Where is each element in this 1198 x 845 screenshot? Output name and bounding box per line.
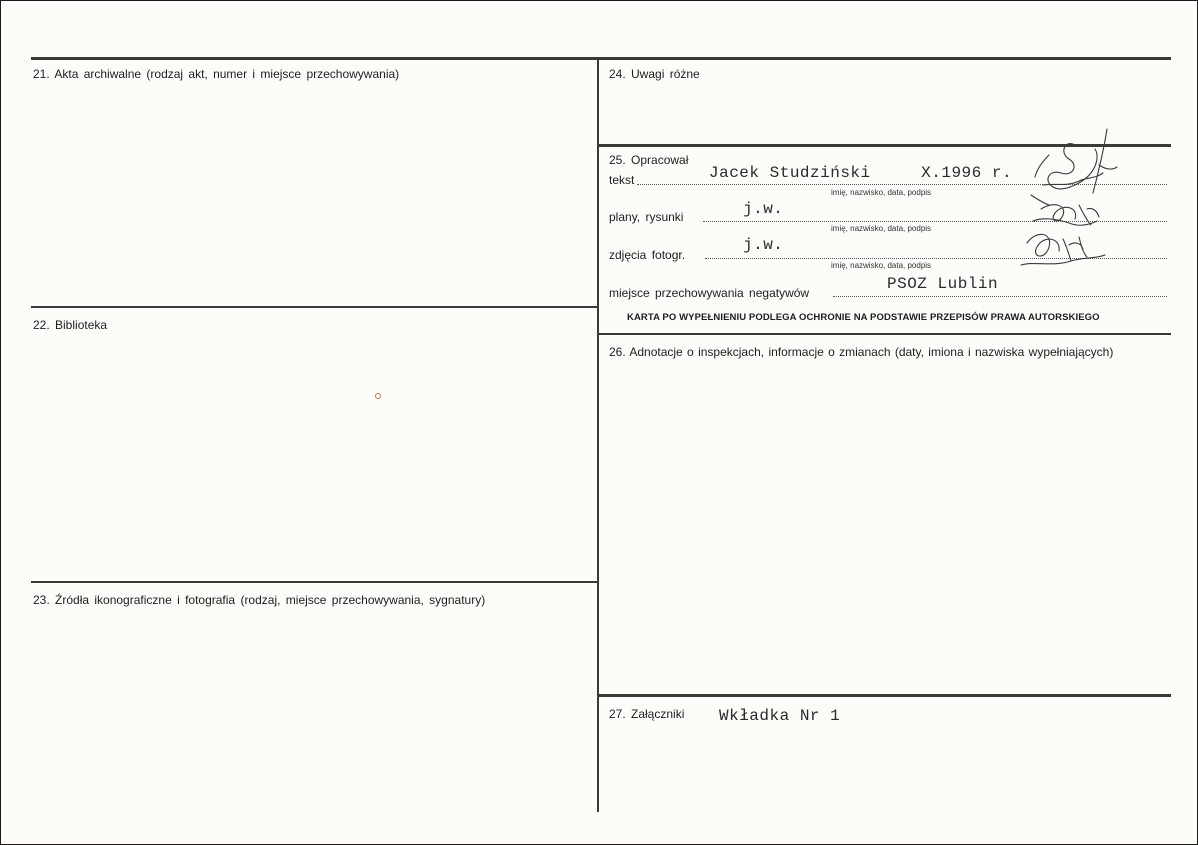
- negatywy-line: [833, 296, 1167, 297]
- handwritten-signature: [1013, 125, 1125, 277]
- plany-value: j.w.: [743, 200, 784, 218]
- copyright-notice: KARTA PO WYPEŁNIENIU PODLEGA OCHRONIE NA PODSTAWIE PRZEPISÓW PRAWA AUTORSKIEGO: [627, 312, 1100, 323]
- plany-hint: imię, nazwisko, data, podpis: [831, 224, 932, 233]
- section-21-label: 21. Akta archiwalne (rodzaj akt, numer i miejsce przechowywania): [33, 67, 400, 81]
- section-27-label: 27. Załączniki: [609, 707, 685, 721]
- paper-stain: [375, 393, 381, 399]
- section-26-label: 26. Adnotacje o inspekcjach, informacje o zmianach (daty, imiona i nazwiska wypełniających): [609, 345, 1114, 359]
- column-divider: [597, 58, 599, 812]
- section-22-label: 22. Biblioteka: [33, 318, 108, 332]
- section-24-label: 24. Uwagi różne: [609, 67, 700, 81]
- top-rule: [31, 57, 1171, 60]
- tekst-hint: imię, nazwisko, data, podpis: [831, 188, 932, 197]
- zdjecia-hint: imię, nazwisko, data, podpis: [831, 261, 932, 270]
- rule-26-27: [598, 694, 1171, 697]
- rule-25-26: [598, 333, 1171, 335]
- zdjecia-label: zdjęcia fotogr.: [609, 248, 686, 262]
- negatywy-value: PSOZ Lublin: [887, 275, 999, 293]
- section-25-label: 25. Opracował: [609, 153, 689, 167]
- tekst-label: tekst: [609, 173, 635, 187]
- zdjecia-value: j.w.: [743, 236, 784, 254]
- negatywy-label: miejsce przechowywania negatywów: [609, 286, 810, 300]
- rule-22-23: [31, 581, 598, 583]
- section-27-value: Wkładka Nr 1: [719, 707, 841, 725]
- section-23-label: 23. Źródła ikonograficzne i fotografia (rodzaj, miejsce przechowywania, sygnatury): [33, 593, 486, 607]
- tekst-value: Jacek Studziński X.1996 r.: [709, 164, 1013, 182]
- rule-21-22: [31, 306, 598, 308]
- plany-label: plany, rysunki: [609, 210, 684, 224]
